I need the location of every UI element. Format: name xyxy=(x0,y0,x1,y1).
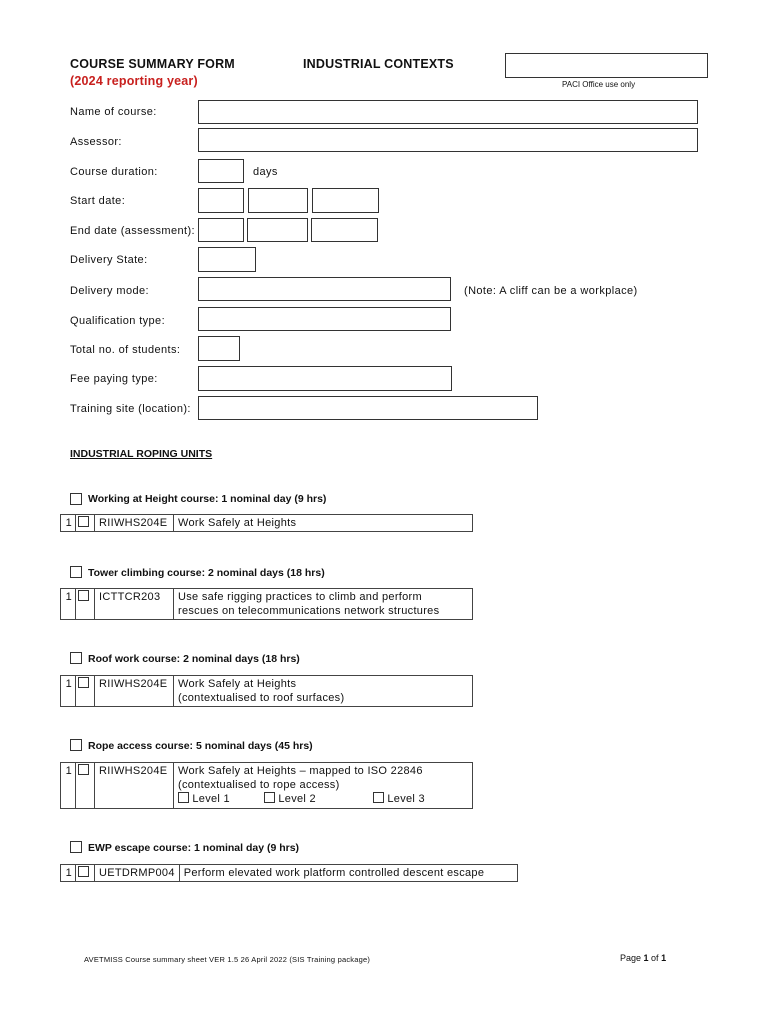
unit-description-line: rescues on telecommunications network structures xyxy=(178,605,440,617)
page-prefix: Page xyxy=(620,953,644,963)
qualification-type-label: Qualification type: xyxy=(70,315,166,327)
course-1-title: Working at Height course: 1 nominal day (9 hrs) xyxy=(88,493,327,505)
level-1-checkbox[interactable] xyxy=(178,792,189,803)
course-name-label: Name of course: xyxy=(70,106,157,118)
delivery-state-label: Delivery State: xyxy=(70,254,148,266)
unit-description-line: Work Safely at Heights xyxy=(178,517,297,529)
unit-checkbox-cell[interactable] xyxy=(76,676,95,707)
assessor-label: Assessor: xyxy=(70,136,122,148)
start-date-label: Start date: xyxy=(70,195,126,207)
course-name-input[interactable] xyxy=(198,100,698,124)
unit-description-line: Work Safely at Heights – mapped to ISO 22846 xyxy=(178,765,423,777)
course-1-checkbox[interactable] xyxy=(70,493,82,505)
delivery-mode-input[interactable] xyxy=(198,277,451,301)
unit-description xyxy=(179,865,517,882)
table-row xyxy=(61,676,473,707)
unit-checkbox[interactable] xyxy=(78,590,89,601)
fee-paying-type-label: Fee paying type: xyxy=(70,373,158,385)
unit-description-line: Work Safely at Heights xyxy=(178,678,297,690)
office-use-label: PACI Office use only xyxy=(562,80,636,89)
level-3-option[interactable] xyxy=(373,792,425,806)
unit-description-line: (contextualised to rope access) xyxy=(178,779,340,791)
unit-code: RIIWHS204E xyxy=(95,515,174,532)
units-heading: INDUSTRIAL ROPING UNITS xyxy=(70,448,213,460)
start-date-month-input[interactable] xyxy=(248,188,308,213)
qualification-type-input[interactable] xyxy=(198,307,451,331)
unit-code: RIIWHS204E xyxy=(95,763,174,809)
table-row xyxy=(61,515,473,532)
course-3-checkbox[interactable] xyxy=(70,652,82,664)
course-duration-input[interactable] xyxy=(198,159,244,183)
page-total: 1 xyxy=(661,953,667,963)
unit-checkbox-cell[interactable] xyxy=(76,515,95,532)
training-site-input[interactable] xyxy=(198,396,538,420)
level-3-label: Level 3 xyxy=(387,793,425,805)
unit-description xyxy=(174,763,473,809)
course-5-title: EWP escape course: 1 nominal day (9 hrs) xyxy=(88,842,300,854)
assessor-input[interactable] xyxy=(198,128,698,152)
course-5-unit-table xyxy=(60,864,518,882)
course-3-title: Roof work course: 2 nominal days (18 hrs) xyxy=(88,653,300,665)
page-current: 1 xyxy=(643,953,649,963)
end-date-year-input[interactable] xyxy=(311,218,378,242)
course-4-unit-table xyxy=(60,762,473,809)
unit-description xyxy=(174,676,473,707)
course-4-checkbox[interactable] xyxy=(70,739,82,751)
course-2-unit-table xyxy=(60,588,473,620)
unit-checkbox-cell[interactable] xyxy=(76,589,95,620)
delivery-state-input[interactable] xyxy=(198,247,256,272)
unit-number: 1 xyxy=(61,763,76,809)
training-site-label: Training site (location): xyxy=(70,403,191,415)
form-title: COURSE SUMMARY FORM xyxy=(70,57,235,71)
page-of: of xyxy=(648,953,662,963)
level-2-option[interactable] xyxy=(264,792,316,806)
unit-checkbox-cell[interactable] xyxy=(76,763,95,809)
delivery-mode-note: (Note: A cliff can be a workplace) xyxy=(464,285,638,297)
level-3-checkbox[interactable] xyxy=(373,792,384,803)
unit-code: UETDRMP004 xyxy=(95,865,180,882)
unit-number: 1 xyxy=(61,865,76,882)
reporting-year: (2024 reporting year) xyxy=(70,74,198,88)
office-use-input[interactable] xyxy=(505,53,708,78)
days-unit: days xyxy=(253,166,278,178)
level-options xyxy=(178,792,468,807)
delivery-mode-label: Delivery mode: xyxy=(70,285,149,297)
course-duration-label: Course duration: xyxy=(70,166,158,178)
end-date-month-input[interactable] xyxy=(247,218,308,242)
unit-code: ICTTCR203 xyxy=(95,589,174,620)
course-5-checkbox[interactable] xyxy=(70,841,82,853)
total-students-input[interactable] xyxy=(198,336,240,361)
course-3-unit-table xyxy=(60,675,473,707)
course-2-title: Tower climbing course: 2 nominal days (18 hrs) xyxy=(88,567,325,579)
unit-number: 1 xyxy=(61,589,76,620)
unit-number: 1 xyxy=(61,515,76,532)
start-date-day-input[interactable] xyxy=(198,188,244,213)
level-1-option[interactable] xyxy=(178,792,230,806)
table-row xyxy=(61,865,518,882)
unit-checkbox-cell[interactable] xyxy=(76,865,95,882)
context-title: INDUSTRIAL CONTEXTS xyxy=(303,57,454,71)
unit-description xyxy=(174,515,473,532)
level-2-label: Level 2 xyxy=(278,793,316,805)
unit-description-line: Perform elevated work platform controlled descent escape xyxy=(183,867,485,879)
unit-code: RIIWHS204E xyxy=(95,676,174,707)
unit-checkbox[interactable] xyxy=(78,764,89,775)
unit-description-line: (contextualised to roof surfaces) xyxy=(178,692,345,704)
unit-checkbox[interactable] xyxy=(78,866,89,877)
fee-paying-type-input[interactable] xyxy=(198,366,452,391)
course-2-checkbox[interactable] xyxy=(70,566,82,578)
footer-version: AVETMISS Course summary sheet VER 1.5 26 April 2022 (SIS Training package) xyxy=(84,955,371,964)
unit-checkbox[interactable] xyxy=(78,516,89,527)
total-students-label: Total no. of students: xyxy=(70,344,181,356)
unit-checkbox[interactable] xyxy=(78,677,89,688)
table-row xyxy=(61,589,473,620)
level-1-label: Level 1 xyxy=(192,793,230,805)
table-row xyxy=(61,763,473,809)
end-date-label: End date (assessment): xyxy=(70,225,195,237)
start-date-year-input[interactable] xyxy=(312,188,379,213)
page-number xyxy=(620,953,666,963)
unit-description xyxy=(174,589,473,620)
course-4-title: Rope access course: 5 nominal days (45 hrs) xyxy=(88,740,313,752)
unit-number: 1 xyxy=(61,676,76,707)
unit-description-line: Use safe rigging practices to climb and perform xyxy=(178,591,422,603)
level-2-checkbox[interactable] xyxy=(264,792,275,803)
end-date-day-input[interactable] xyxy=(198,218,244,242)
course-1-unit-table xyxy=(60,514,473,532)
